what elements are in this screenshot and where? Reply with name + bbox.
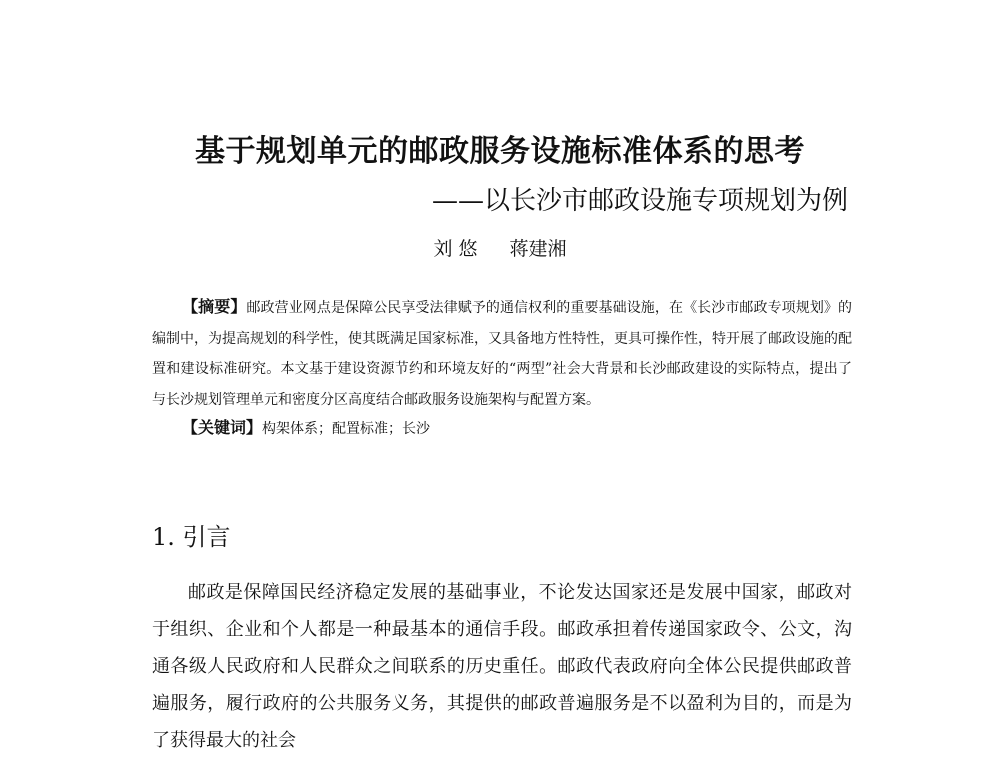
author-name: 刘 悠 bbox=[433, 238, 478, 260]
author-name: 蒋建湘 bbox=[509, 238, 567, 260]
paper-title: 基于规划单元的邮政服务设施标准体系的思考 bbox=[195, 134, 805, 169]
author-list bbox=[0, 234, 1000, 261]
paper-subtitle: ——以长沙市邮政设施专项规划为例 bbox=[431, 186, 848, 216]
abstract-label: 【摘要】 bbox=[182, 297, 247, 316]
section-heading: 1. 引言 bbox=[152, 523, 231, 551]
body-paragraph: 邮政是保障国民经济稳定发展的基础事业，不论发达国家还是发展中国家，邮政对于组织、企业和个人都是一种最基本的通信手段。邮政承担着传递国家政令、公文，沟通各级人民政府和人民群众之间联系的历史重任。邮政代表政府向全体公民提供邮政普遍服务，履行政府的公共服务义务，其提供的邮政普遍服务是不以盈利为目的，而是为了获得最大的社会 bbox=[152, 582, 852, 751]
abstract bbox=[152, 292, 852, 415]
keywords-label: 【关键词】 bbox=[182, 418, 263, 437]
keywords bbox=[182, 413, 430, 444]
keywords-text: 构架体系；配置标准；长沙 bbox=[262, 421, 431, 437]
abstract-text: 邮政营业网点是保障公民享受法律赋予的通信权利的重要基础设施，在《长沙市邮政专项规划》的编制中，为提高规划的科学性，使其既满足国家标准，又具备地方性特性，更具可操作性，特开展了邮政设施的配置和建设标准研究。本文基于建设资源节约和环境友好的“两型”社会大背景和长沙邮政建设的实际特点，提出了与长沙规划管理单元和密度分区高度结合邮政服务设施架构与配置方案。 bbox=[152, 300, 852, 408]
